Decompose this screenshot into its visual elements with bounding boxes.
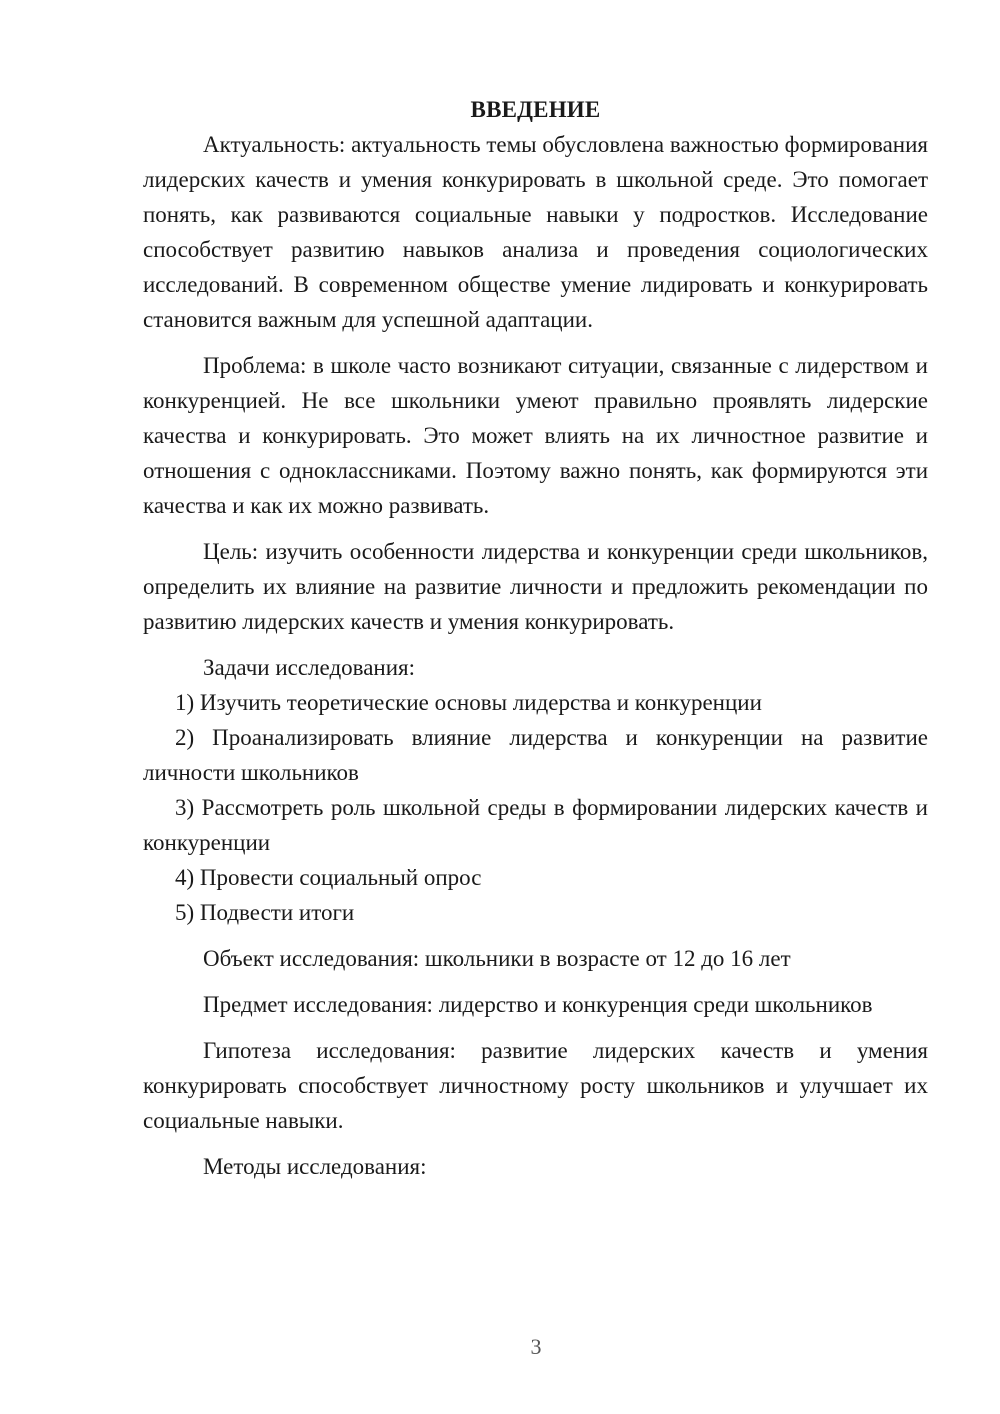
page-number: 3: [530, 1334, 542, 1359]
list-item: 3) Рассмотреть роль школьной среды в формировании лидерских качеств и конкуренции: [143, 795, 928, 855]
paragraph-problem: Проблема: в школе часто возникают ситуации, связанные с лидерством и конкуренцией. Не все школьники умеют правильно проявлять лидерские качества и конкурировать. Это может влиять на их личностное развитие и отношения с одноклассниками. Поэтому важно понять, как формируются эти качества и как их можно развивать.: [143, 353, 928, 518]
list-item: 1) Изучить теоретические основы лидерства и конкуренции: [175, 690, 762, 715]
list-item: 4) Провести социальный опрос: [175, 865, 482, 890]
paragraph-subject: Предмет исследования: лидерство и конкуренция среди школьников: [203, 992, 873, 1017]
paragraph-object: Объект исследования: школьники в возрасте от 12 до 16 лет: [203, 946, 791, 971]
page-content: [143, 92, 928, 1184]
paragraph-methods-heading: Методы исследования:: [203, 1154, 427, 1179]
page-title: ВВЕДЕНИЕ: [470, 97, 601, 122]
paragraph-relevance: Актуальность: актуальность темы обусловлена важностью формирования лидерских качеств и умения конкурировать в школьной среде. Это помогает понять, как развиваются социальные навыки у подростков. Исследование способствует развитию навыков анализа и проведения социологических исследований. В современном обществе умение лидировать и конкурировать становится важным для успешной адаптации.: [143, 132, 928, 332]
paragraph-hypothesis: Гипотеза исследования: развитие лидерских качеств и умения конкурировать способствует личностному росту школьников и улучшает их социальные навыки.: [143, 1038, 928, 1133]
list-item: 5) Подвести итоги: [175, 900, 355, 925]
tasks-list: [143, 685, 928, 930]
paragraph-tasks-heading: Задачи исследования:: [203, 655, 416, 680]
paragraph-goal: Цель: изучить особенности лидерства и конкуренции среди школьников, определить их влияние на развитие личности и предложить рекомендации по развитию лидерских качеств и умения конкурировать.: [143, 539, 928, 634]
list-item: 2) Проанализировать влияние лидерства и конкуренции на развитие личности школьников: [143, 725, 928, 785]
